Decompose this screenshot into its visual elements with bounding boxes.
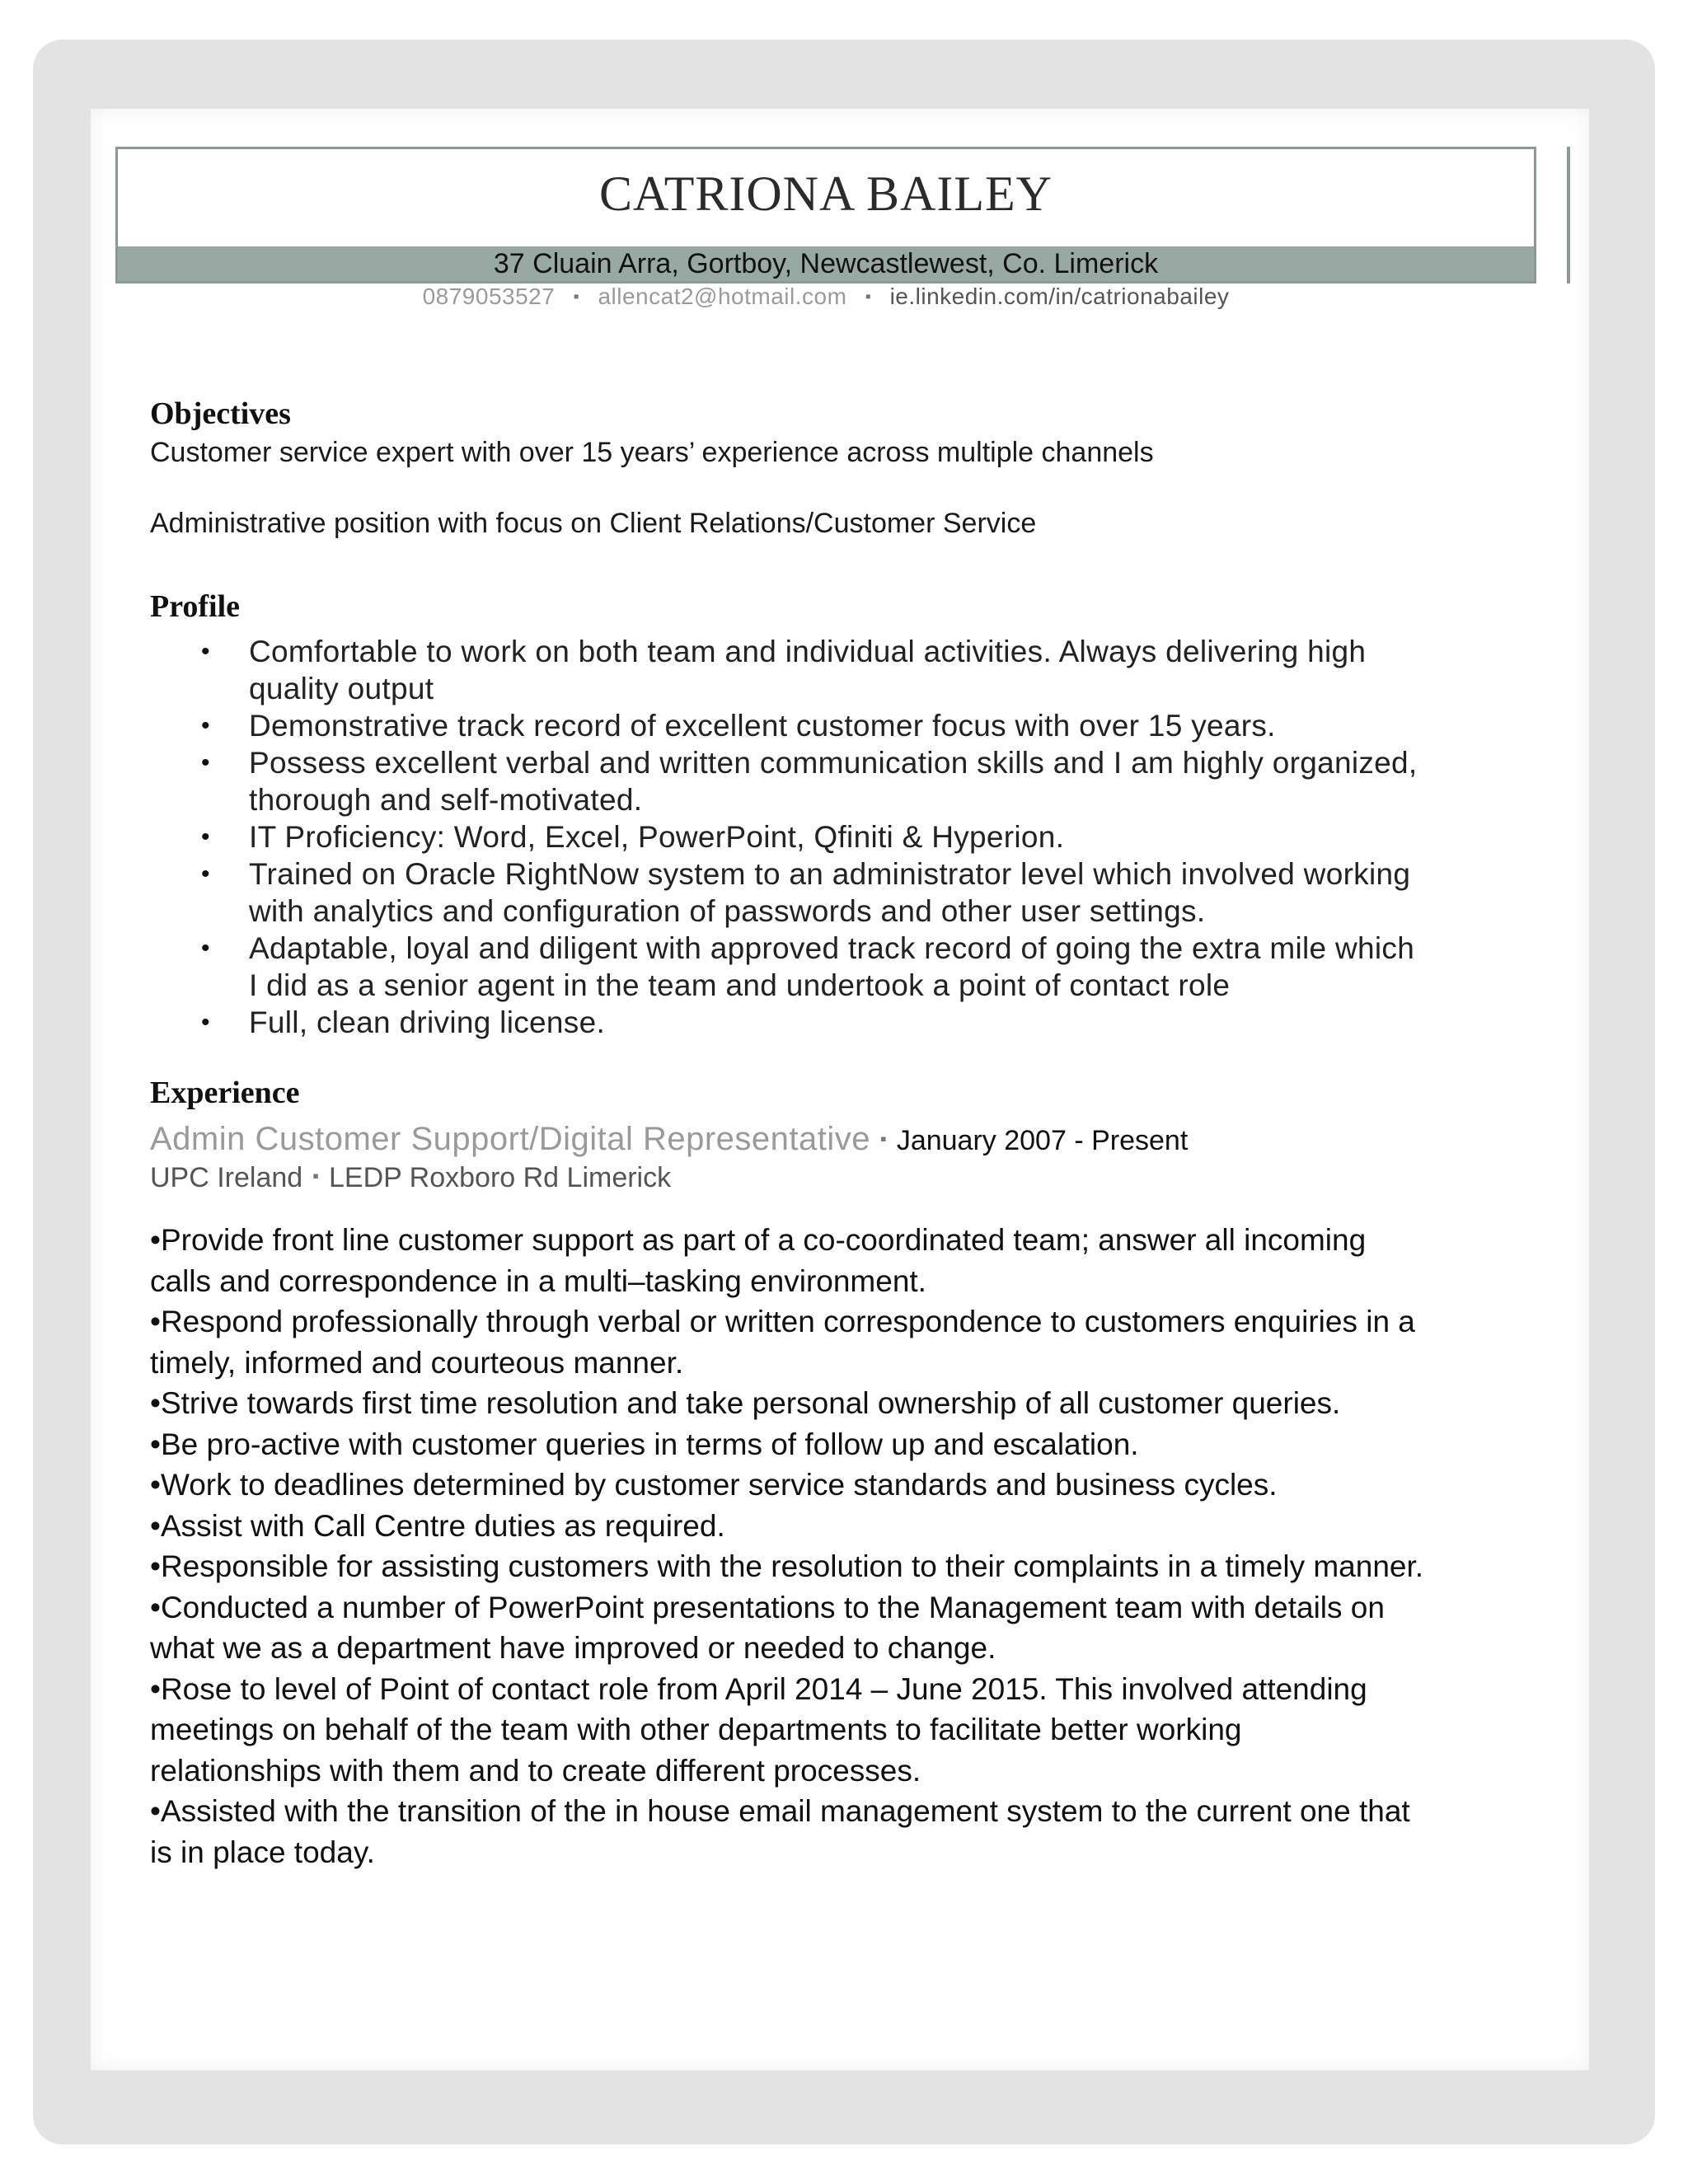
bullet: • <box>201 749 210 776</box>
experience-line: •Assist with Call Centre duties as required. <box>150 1508 725 1543</box>
experience-line: what we as a department have improved or needed to change. <box>150 1631 996 1665</box>
header-side-rule <box>1567 147 1570 284</box>
bullet: • <box>201 712 210 739</box>
profile-item: • IT Proficiency: Word, Excel, PowerPoint, Qfiniti & Hyperion. <box>201 820 1065 854</box>
experience-line: •Be pro-active with customer queries in terms of follow up and escalation. <box>150 1427 1139 1461</box>
experience-line: •Rose to level of Point of contact role from April 2014 – June 2015. This involved attending <box>150 1671 1367 1706</box>
experience-line: relationships with them and to create different processes. <box>150 1753 921 1788</box>
experience-line: •Work to deadlines determined by customer service standards and business cycles. <box>150 1468 1278 1502</box>
company-name: UPC Ireland <box>150 1162 303 1193</box>
job-date: January 2007 - Present <box>896 1125 1189 1156</box>
objective-line: Administrative position with focus on Client Relations/Customer Service <box>150 508 1037 539</box>
objectives-heading: Objectives <box>150 396 291 431</box>
experience-line: calls and correspondence in a multi–tasking environment. <box>150 1263 926 1298</box>
contact-separator: ▪ <box>865 288 872 306</box>
job-title: Admin Customer Support/Digital Representative <box>150 1121 871 1157</box>
resume-header <box>115 147 1536 284</box>
profile-item: • Adaptable, loyal and diligent with approved track record of going the extra mile which I did as a senior agent in the team and undertook a point of contact role <box>201 931 1415 1002</box>
objective-line: Customer service expert with over 15 years’ experience across multiple channels <box>150 437 1154 468</box>
profile-item: • Trained on Oracle RightNow system to an administrator level which involved working with analytics and configuration of passwords and other user settings. <box>201 857 1411 928</box>
linkedin-link[interactable]: ie.linkedin.com/in/catrionabailey <box>889 284 1230 309</box>
company-separator: ▪ <box>312 1165 320 1186</box>
experience-description <box>150 1220 1543 1872</box>
bullet: • <box>201 1009 210 1036</box>
experience-line: •Assisted with the transition of the in house email management system to the current one that <box>150 1794 1410 1828</box>
phone-number: 0879053527 <box>422 284 556 309</box>
job-header <box>150 1121 1188 1158</box>
company-location: LEDP Roxboro Rd Limerick <box>329 1162 672 1193</box>
profile-item: • Comfortable to work on both team and individual activities. Always delivering high quality output <box>201 635 1367 705</box>
job-separator: ▪ <box>880 1128 887 1149</box>
experience-line: is in place today. <box>150 1835 375 1869</box>
email-address: allencat2@hotmail.com <box>598 284 847 309</box>
experience-line: •Responsible for assisting customers with the resolution to their complaints in a timely manner. <box>150 1549 1424 1583</box>
experience-heading: Experience <box>150 1076 300 1110</box>
profile-item: • Full, clean driving license. <box>201 1005 606 1039</box>
job-company <box>150 1162 671 1194</box>
bullet: • <box>201 935 210 962</box>
profile-item: • Possess excellent verbal and written communication skills and I am highly organized, thorough and self-motivated. <box>201 746 1418 817</box>
experience-line: •Conducted a number of PowerPoint presentations to the Management team with details on <box>150 1590 1385 1624</box>
experience-line: meetings on behalf of the team with other departments to facilitate better working <box>150 1713 1242 1746</box>
contact-line <box>115 284 1536 310</box>
bullet: • <box>201 860 210 888</box>
candidate-name: CATRIONA BAILEY <box>599 166 1053 221</box>
profile-heading: Profile <box>150 589 241 624</box>
address-text: 37 Cluain Arra, Gortboy, Newcastlewest, Co. Limerick <box>493 248 1159 279</box>
experience-line: timely, informed and courteous manner. <box>150 1345 684 1380</box>
experience-line: •Provide front line customer support as part of a co-coordinated team; answer all incoming <box>150 1223 1367 1257</box>
experience-line: •Strive towards first time resolution and take personal ownership of all customer queries. <box>150 1386 1341 1420</box>
bullet: • <box>201 638 210 665</box>
contact-separator: ▪ <box>573 288 580 306</box>
profile-item: • Demonstrative track record of excellent customer focus with over 15 years. <box>201 709 1276 743</box>
experience-line: •Respond professionally through verbal or written correspondence to customers enquiries in a <box>150 1305 1415 1338</box>
address-band <box>118 246 1534 281</box>
bullet: • <box>201 823 210 851</box>
